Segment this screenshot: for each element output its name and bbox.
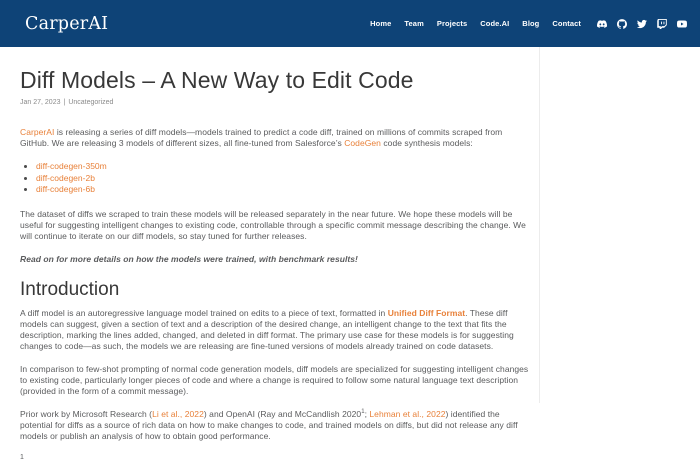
inline-link[interactable]: CodeGen [344,138,381,148]
inline-link[interactable]: Unified Diff Format [387,307,466,318]
content-sidebar-divider [539,47,540,403]
page-main [0,47,700,461]
footnote-reference[interactable]: 1 [361,408,365,415]
nav-codeai[interactable]: Code.AI [480,19,510,28]
social-link-discord[interactable] [597,19,607,29]
dataset-paragraph: The dataset of diffs we scraped to train these models will be released separately in the near future. We hope these models will be useful for suggesting intelligent changes to existing code, controllable through a specific commit message describing the change. We will continue to iterate on our diff models, so stay tuned for further releases. [20,208,526,241]
comparison-paragraph: In comparison to few-shot prompting of normal code generation models, diff models are specialized for suggesting intelligent changes to existing code, particularly longer pieces of code and where a change is required to follow some natural language text description (provided in the form of a commit message). [20,363,529,396]
text-segment: . These diff models can suggest, given a section of text and a description of the desired change, an intelligent change to the text that fits the description, marking the lines added, changed, and deleted in diff format. The primary use case for these models is for suggesting changes to code—as such, the models we are releasing are fine-tuned versions of models already trained on code datasets. [20,307,514,351]
text-segment: A diff model is an autoregressive language model trained on edits to a piece of text, formatted in [20,307,388,318]
text-segment: Prior work by Microsoft Research ( [20,408,153,419]
nav-projects[interactable]: Projects [436,19,468,28]
nav-contact[interactable]: Contact [552,19,581,28]
github-icon [617,19,627,29]
nav-blog[interactable]: Blog [522,19,540,28]
list-item [36,161,530,173]
blog-post [0,47,539,461]
post-category[interactable]: Uncategorized [68,99,114,106]
text-segment: ) identified the potential for diffs as a source of rich data on how to make changes to code, and trained models on diffs, but did not release any diff models or publish an analysis of how to obtain good performance. [20,408,518,441]
post-title: Diff Models – A New Way to Edit Code [20,67,414,93]
site-header [0,0,700,47]
list-item [36,173,530,185]
main-nav [357,19,687,29]
inline-link[interactable]: CarperAI [20,127,55,137]
site-logo[interactable]: CarperAI [25,13,109,34]
text-segment: ; [364,408,370,419]
footnote-marker: 1 [20,453,24,461]
twitter-icon [637,19,647,29]
youtube-icon [677,19,687,29]
inline-link[interactable]: Li et al., 2022 [152,408,204,419]
discord-icon [597,19,607,29]
prior-work-paragraph [20,409,530,442]
read-on-callout: Read on for more details on how the models were trained, with benchmark results! [20,253,358,264]
model-link-6b[interactable]: diff-codegen-6b [36,184,95,194]
nav-home[interactable]: Home [370,19,392,28]
section-heading-introduction: Introduction [20,278,120,300]
model-link-2b[interactable]: diff-codegen-2b [36,172,95,183]
social-link-twitch[interactable] [657,19,667,29]
social-link-github[interactable] [617,19,627,29]
inline-link[interactable]: Lehman et al., 2022 [369,408,446,419]
post-date: Jan 27, 2023 [20,99,61,106]
post-meta [20,99,530,106]
text-segment: ) and OpenAI (Ray and McCandlish 2020 [203,408,362,419]
model-link-350m[interactable]: diff-codegen-350m [36,161,107,171]
social-links [587,19,687,29]
diff-model-paragraph [20,308,530,352]
twitch-icon [657,19,667,29]
social-link-twitter[interactable] [637,19,647,29]
text-segment: is releasing a series of diff models—models trained to predict a code diff, trained on millions of commits scraped from GitHub. We are releasing 3 models of different sizes, all fine-tuned from Salesforce’s [20,127,503,148]
social-link-youtube[interactable] [677,19,687,29]
model-links-list [20,161,530,196]
nav-team[interactable]: Team [404,19,424,28]
list-item [36,184,530,196]
meta-separator: | [63,99,66,106]
intro-paragraph [20,127,530,149]
text-segment: code synthesis models: [380,138,473,148]
